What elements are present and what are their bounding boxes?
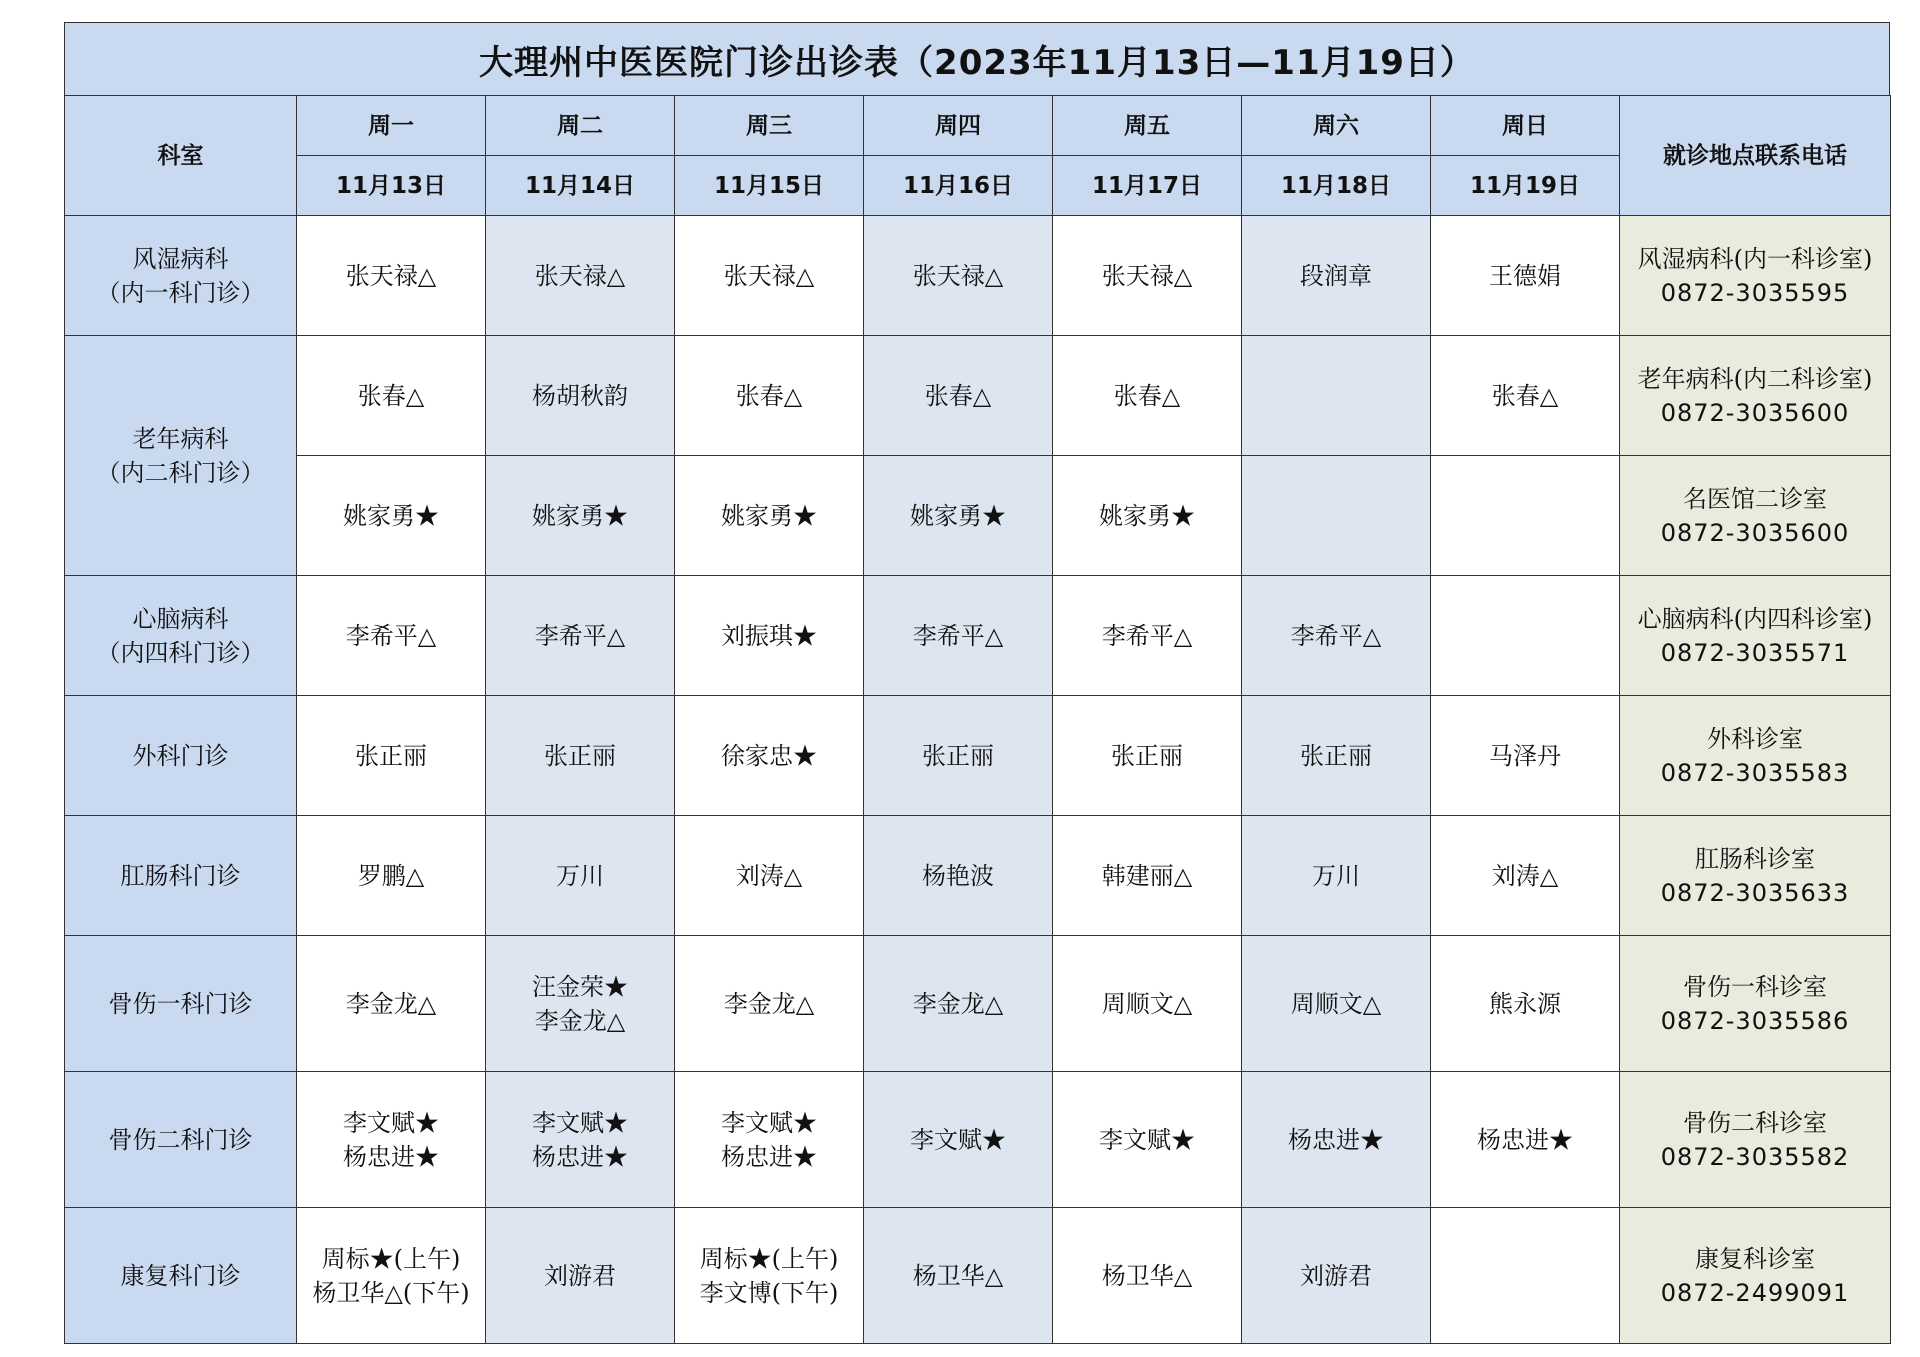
doctor-name: 张天禄△ [345,261,437,290]
doctor-name: 周顺文△ [1290,989,1382,1018]
dept-name: 康复科门诊 [120,1261,241,1290]
clinic-room: 肛肠科诊室 [1695,844,1815,873]
doctor-name: 张春△ [735,381,803,410]
dept-name: 老年病科 [132,424,229,453]
doctor-name: 万川 [556,861,604,890]
location-column-header: 就诊地点联系电话 [1620,96,1891,216]
doctor-name: 杨卫华△(下午) [312,1278,470,1307]
doctor-name: 刘涛△ [1491,861,1559,890]
dept-name: 骨伤一科门诊 [108,989,253,1018]
doctor-cell [864,336,1053,456]
doctor-cell [864,216,1053,336]
doctor-name: 李文赋★ [721,1108,817,1137]
doctor-name: 段润章 [1300,261,1372,290]
doctor-cell [486,696,675,816]
doctor-name: 周标★(上午) [699,1244,839,1273]
date-header: 11月18日 [1242,156,1431,216]
clinic-room: 康复科诊室 [1695,1244,1815,1273]
table-row [65,1208,1891,1344]
weekday-header: 周五 [1053,96,1242,156]
doctor-name: 张天禄△ [534,261,626,290]
doctor-cell [1431,696,1620,816]
doctor-name: 姚家勇★ [343,501,439,530]
doctor-name: 周顺文△ [1101,989,1193,1018]
doctor-cell [864,1208,1053,1344]
doctor-cell [864,456,1053,576]
date-header: 11月13日 [297,156,486,216]
doctor-cell [675,936,864,1072]
schedule-sheet [64,22,1890,1344]
table-header [65,96,1891,216]
table-row [65,816,1891,936]
doctor-name: 韩建丽△ [1101,861,1193,890]
contact-phone: 0872-3035595 [1660,278,1850,307]
doctor-cell [486,1208,675,1344]
doctor-name: 李金龙△ [723,989,815,1018]
clinic-room: 风湿病科(内一科诊室) [1637,244,1873,273]
dept-cell [65,216,297,336]
doctor-cell [297,1208,486,1344]
doctor-cell [1431,456,1620,576]
doctor-cell [864,576,1053,696]
doctor-name: 张正丽 [544,741,616,770]
table-row [65,576,1891,696]
location-cell [1620,216,1891,336]
doctor-name: 李希平△ [345,621,437,650]
doctor-name: 李文赋★ [343,1108,439,1137]
doctor-cell [1053,216,1242,336]
doctor-cell [297,576,486,696]
schedule-table [64,95,1891,1344]
doctor-name: 王德娟 [1489,261,1561,290]
contact-phone: 0872-3035600 [1660,518,1850,547]
dept-name: 骨伤二科门诊 [108,1125,253,1154]
contact-phone: 0872-3035571 [1660,638,1850,667]
weekday-header: 周四 [864,96,1053,156]
location-cell [1620,576,1891,696]
doctor-name: 姚家勇★ [532,501,628,530]
weekday-header: 周三 [675,96,864,156]
table-row [65,936,1891,1072]
doctor-cell [486,216,675,336]
dept-name: 肛肠科门诊 [120,861,241,890]
doctor-name: 张春△ [1113,381,1181,410]
weekday-header: 周日 [1431,96,1620,156]
clinic-room: 老年病科(内二科诊室) [1637,364,1873,393]
doctor-name: 李文赋★ [1099,1125,1195,1154]
doctor-name: 杨忠进★ [1477,1125,1573,1154]
table-row [65,1072,1891,1208]
doctor-name: 李金龙△ [345,989,437,1018]
clinic-room: 骨伤一科诊室 [1683,972,1827,1001]
doctor-name: 杨卫华△ [912,1261,1004,1290]
doctor-name: 张正丽 [1300,741,1372,770]
table-row [65,216,1891,336]
dept-name: （内一科门诊） [96,278,265,307]
doctor-name: 李文赋★ [532,1108,628,1137]
doctor-cell [297,816,486,936]
doctor-name: 李文赋★ [910,1125,1006,1154]
dept-name: （内四科门诊） [96,638,265,667]
doctor-name: 徐家忠★ [721,741,817,770]
doctor-cell [675,336,864,456]
doctor-name: 张正丽 [922,741,994,770]
doctor-name: 张春△ [924,381,992,410]
doctor-name: 李文博(下午) [699,1278,839,1307]
contact-phone: 0872-3035586 [1660,1006,1850,1035]
doctor-cell [1242,576,1431,696]
doctor-cell [486,336,675,456]
doctor-cell [864,816,1053,936]
contact-phone: 0872-2499091 [1660,1278,1850,1307]
location-cell [1620,1072,1891,1208]
doctor-cell [1053,456,1242,576]
doctor-cell [486,936,675,1072]
doctor-name: 杨忠进★ [532,1142,628,1171]
doctor-name: 李希平△ [912,621,1004,650]
doctor-cell [1242,1072,1431,1208]
dept-cell [65,1208,297,1344]
doctor-cell [675,696,864,816]
doctor-cell [675,216,864,336]
doctor-cell [1431,1072,1620,1208]
doctor-name: 杨艳波 [922,861,994,890]
table-row [65,336,1891,456]
dept-cell [65,936,297,1072]
doctor-name: 李希平△ [534,621,626,650]
doctor-name: 李金龙△ [912,989,1004,1018]
clinic-room: 名医馆二诊室 [1683,484,1827,513]
doctor-name: 刘游君 [544,1261,616,1290]
dept-name: （内二科门诊） [96,458,265,487]
doctor-cell [675,816,864,936]
doctor-cell [486,1072,675,1208]
weekday-header: 周一 [297,96,486,156]
weekday-header: 周六 [1242,96,1431,156]
doctor-cell [1053,696,1242,816]
dept-cell [65,816,297,936]
location-cell [1620,936,1891,1072]
doctor-cell [675,1208,864,1344]
doctor-name: 姚家勇★ [1099,501,1195,530]
doctor-cell [1053,1072,1242,1208]
weekday-header: 周二 [486,96,675,156]
doctor-cell [297,1072,486,1208]
doctor-name: 周标★(上午) [321,1244,461,1273]
doctor-name: 杨忠进★ [343,1142,439,1171]
doctor-name: 杨忠进★ [721,1142,817,1171]
date-header: 11月19日 [1431,156,1620,216]
doctor-name: 姚家勇★ [721,501,817,530]
doctor-cell [675,576,864,696]
location-cell [1620,696,1891,816]
doctor-cell [1242,936,1431,1072]
doctor-cell [1431,936,1620,1072]
schedule-body [65,216,1891,1344]
doctor-name: 刘振琪★ [721,621,817,650]
doctor-cell [1431,816,1620,936]
contact-phone: 0872-3035633 [1660,878,1850,907]
doctor-name: 罗鹏△ [357,861,425,890]
location-cell [1620,816,1891,936]
doctor-cell [1431,576,1620,696]
doctor-cell [1242,336,1431,456]
date-header: 11月17日 [1053,156,1242,216]
location-cell [1620,456,1891,576]
doctor-cell [486,576,675,696]
doctor-cell [297,216,486,336]
doctor-name: 刘涛△ [735,861,803,890]
doctor-name: 杨胡秋韵 [532,381,628,410]
doctor-name: 李希平△ [1290,621,1382,650]
doctor-name: 李金龙△ [534,1006,626,1035]
location-cell [1620,1208,1891,1344]
page-title: 大理州中医医院门诊出诊表（2023年11月13日—11月19日） [64,22,1890,95]
doctor-cell [1431,1208,1620,1344]
doctor-cell [297,936,486,1072]
table-row [65,456,1891,576]
doctor-name: 杨卫华△ [1101,1261,1193,1290]
doctor-name: 张天禄△ [912,261,1004,290]
doctor-cell [864,936,1053,1072]
dept-cell [65,336,297,576]
contact-phone: 0872-3035600 [1660,398,1850,427]
doctor-cell [297,456,486,576]
doctor-name: 马泽丹 [1489,741,1561,770]
dept-column-header: 科室 [65,96,297,216]
dept-name: 心脑病科 [132,604,229,633]
doctor-name: 杨忠进★ [1288,1125,1384,1154]
contact-phone: 0872-3035582 [1660,1142,1850,1171]
doctor-cell [864,696,1053,816]
doctor-cell [1053,816,1242,936]
doctor-cell [864,1072,1053,1208]
location-cell [1620,336,1891,456]
date-header: 11月15日 [675,156,864,216]
clinic-room: 心脑病科(内四科诊室) [1637,604,1873,633]
doctor-cell [1053,576,1242,696]
doctor-name: 刘游君 [1300,1261,1372,1290]
doctor-name: 张正丽 [355,741,427,770]
doctor-name: 李希平△ [1101,621,1193,650]
doctor-name: 汪金荣★ [532,972,628,1001]
doctor-cell [297,696,486,816]
doctor-cell [1053,336,1242,456]
doctor-name: 张正丽 [1111,741,1183,770]
date-header: 11月14日 [486,156,675,216]
doctor-name: 姚家勇★ [910,501,1006,530]
doctor-name: 张春△ [1491,381,1559,410]
doctor-name: 张春△ [357,381,425,410]
doctor-cell [675,1072,864,1208]
doctor-cell [1242,1208,1431,1344]
doctor-cell [1053,1208,1242,1344]
dept-cell [65,576,297,696]
doctor-name: 张天禄△ [723,261,815,290]
contact-phone: 0872-3035583 [1660,758,1850,787]
doctor-name: 张天禄△ [1101,261,1193,290]
dept-cell [65,696,297,816]
dept-cell [65,1072,297,1208]
doctor-cell [1242,816,1431,936]
doctor-cell [486,456,675,576]
clinic-room: 骨伤二科诊室 [1683,1108,1827,1137]
doctor-cell [675,456,864,576]
doctor-cell [1431,216,1620,336]
dept-name: 风湿病科 [132,244,229,273]
table-row [65,696,1891,816]
doctor-cell [1242,456,1431,576]
doctor-cell [1242,216,1431,336]
clinic-room: 外科诊室 [1707,724,1803,753]
doctor-name: 熊永源 [1489,989,1561,1018]
doctor-name: 万川 [1312,861,1360,890]
doctor-cell [1053,936,1242,1072]
dept-name: 外科门诊 [132,741,229,770]
doctor-cell [1242,696,1431,816]
doctor-cell [1431,336,1620,456]
doctor-cell [297,336,486,456]
date-header: 11月16日 [864,156,1053,216]
doctor-cell [486,816,675,936]
